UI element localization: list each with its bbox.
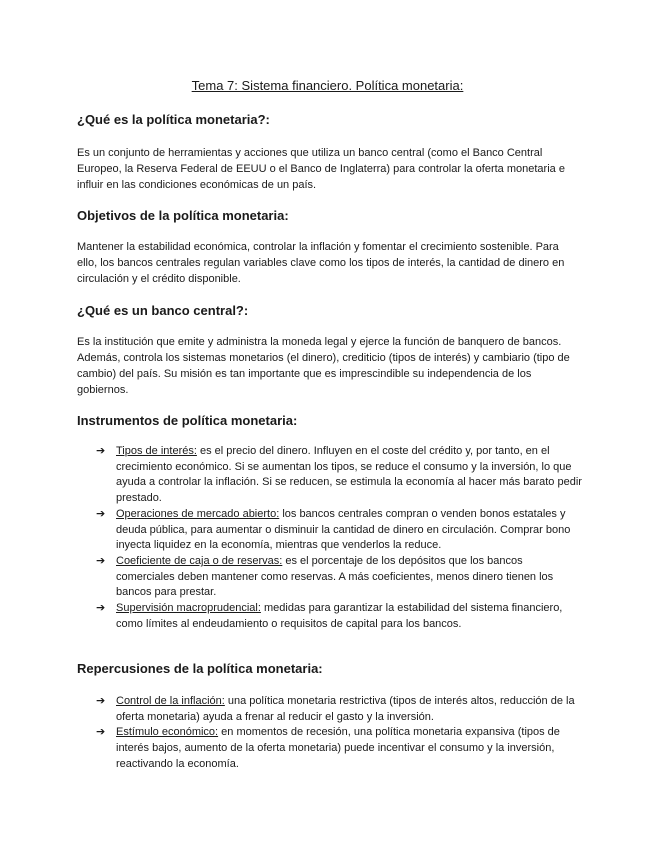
arrow-bullet-icon: ➔ <box>96 554 106 567</box>
section-heading-instrumentos: Instrumentos de política monetaria: <box>77 413 298 428</box>
document-title: Tema 7: Sistema financiero. Política monetaria: <box>191 78 464 93</box>
list-item-term: Control de la inflación: <box>116 695 225 707</box>
list-item-term: Estímulo económico: <box>116 726 219 739</box>
list-item-term: Supervisión macroprudencial: <box>116 602 261 615</box>
arrow-bullet-icon: ➔ <box>96 695 106 707</box>
arrow-bullet-icon: ➔ <box>96 445 106 457</box>
section-heading-repercusiones: Repercusiones de la política monetaria: <box>77 661 323 676</box>
list-item-text: es el porcentaje de los depósitos que los bancos comerciales deben mantener como reservas. A más coeficientes, menos dinero tienen los bancos para prestar. <box>116 554 554 599</box>
arrow-bullet-icon: ➔ <box>96 726 106 739</box>
list-item-term: Operaciones de mercado abierto: <box>116 507 280 520</box>
section-heading-que-es-politica-monetaria: ¿Qué es la política monetaria?: <box>77 112 270 127</box>
list-item <box>96 507 582 554</box>
arrow-bullet-icon: ➔ <box>96 507 106 520</box>
list-item <box>96 694 582 725</box>
list-item-text: medidas para garantizar la estabilidad del sistema financiero, como límites al endeudamiento o requisitos de capital para los bancos. <box>116 602 563 630</box>
repercusiones-list <box>96 694 582 773</box>
section-paragraph-objetivos: Mantener la estabilidad económica, controlar la inflación y fomentar el crecimiento sostenible. Para ello, los bancos centrales regulan variables clave como los tipos de interés, la cantidad de dinero en circulación y el crédito disponible. <box>77 241 565 285</box>
arrow-bullet-icon: ➔ <box>96 602 106 615</box>
list-item-term: Tipos de interés: <box>116 445 197 457</box>
list-item-text: una política monetaria restrictiva (tipos de interés altos, reducción de la oferta monetaria) ayuda a frenar al reducir el gasto y la inversión. <box>116 695 575 723</box>
list-item <box>96 444 582 507</box>
section-heading-objetivos: Objetivos de la política monetaria: <box>77 208 289 223</box>
section-heading-banco-central: ¿Qué es un banco central?: <box>77 303 249 318</box>
list-item-text: en momentos de recesión, una política monetaria expansiva (tipos de interés bajos, aumento de la oferta monetaria) puede incentivar el consumo y la inversión, reactivando la economía. <box>116 726 560 770</box>
list-item-term: Coeficiente de caja o de reservas: <box>116 554 283 567</box>
list-item <box>96 601 582 632</box>
section-paragraph-banco-central: Es la institución que emite y administra la moneda legal y ejerce la función de banquero de bancos. Además, controla los sistemas monetarios (el dinero), crediticio (tipos de interés) y cambiario (tipo de cambio) del país. Su misión es tan importante que es imprescindible su independencia de los gobiernos. <box>77 336 570 396</box>
list-item <box>96 725 582 772</box>
list-item <box>96 554 582 601</box>
list-item-text: es el precio del dinero. Influyen en el coste del crédito y, por tanto, en el crecimiento económico. Si se aumentan los tipos, se reduce el consumo y la inversión, lo que ayuda a controlar la inflación. Si se reducen, se estimula la economía al hacer más barato pedir prestado. <box>116 445 582 505</box>
list-item-text: los bancos centrales compran o venden bonos estatales y deuda pública, para aumentar o disminuir la cantidad de dinero en circulación. Comprar bono inyecta liquidez en la economía, mientras que venderlos la reduce. <box>116 507 571 552</box>
instrumentos-list <box>96 444 582 632</box>
section-paragraph-que-es-politica-monetaria: Es un conjunto de herramientas y acciones que utiliza un banco central (como el Banco Central Europeo, la Reserva Federal de EEUU o el Banco de Inglaterra) para controlar la oferta monetaria e influir en las condiciones económicas de un país. <box>77 147 565 191</box>
